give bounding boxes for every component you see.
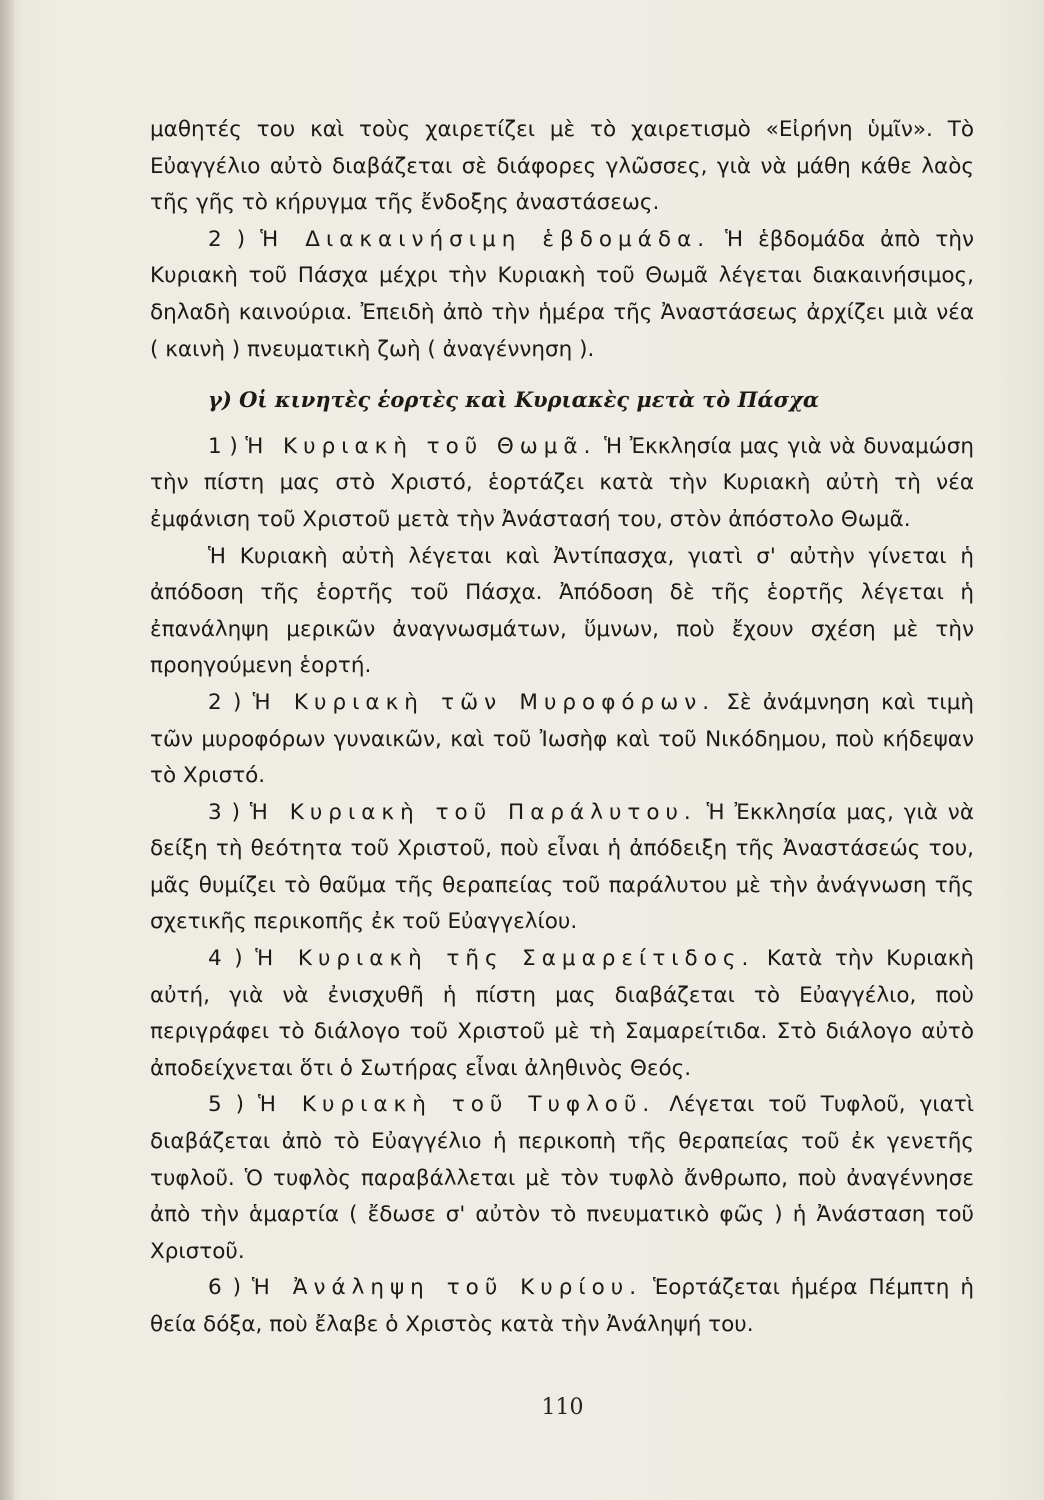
item-number: 2 ): [208, 226, 261, 252]
item-body: Σὲ ἀνάμνηση καὶ τιμὴ τῶν μυροφόρων γυναικῶν, καὶ τοῦ Ἰωσὴφ καὶ τοῦ Νικόδημου, ποὺ κήδεψαν τὸ Χριστό.: [150, 689, 975, 789]
item-title: Ἡ Κυριακὴ τοῦ Παράλυτου.: [249, 799, 697, 825]
page-spine-shadow: [0, 0, 14, 1500]
item-title: Ἡ Ἀνάληψη τοῦ Κυρίου.: [251, 1275, 643, 1301]
item-number: 3 ): [208, 799, 250, 825]
item-body: Κατὰ τὴν Κυριακὴ αὐτή, γιὰ νὰ ἐνισχυθῆ ἡ πίστη μας διαβάζεται τὸ Εὐαγγέλιο, ποὺ περιγράφει τὸ διάλογο τοῦ Χριστοῦ μὲ τὴ Σαμαρείτιδα. Στὸ διάλογο αὐτὸ ἀποδείχνεται ὅτι ὁ Σωτήρας εἶναι ἀληθινὸς Θεός.: [150, 946, 974, 1081]
item-number: 1 ): [208, 433, 246, 459]
paragraph-1: μαθητές του καὶ τοὺς χαιρετίζει μὲ τὸ χαιρετισμὸ «Εἰρήνη ὑμῖν». Τὸ Εὐαγγέλιο αὐτὸ διαβάζεται σὲ διάφορες γλῶσσες, γιὰ νὰ μάθη κάθε λαὸς τῆς γῆς τὸ κήρυγμα τῆς ἔνδοξης ἀναστάσεως.: [150, 117, 974, 216]
item-body: Ἑορτάζεται ἡμέρα Πέμπτη ἡ θεία δόξα, ποὺ ἔλαβε ὁ Χριστὸς κατὰ τὴν Ἀνάληψή του.: [150, 1275, 974, 1337]
paragraph-7: [150, 941, 974, 1087]
item-number: 5 ): [208, 1092, 258, 1118]
page-text-block: [150, 112, 974, 1344]
page-number: 110: [541, 1395, 584, 1420]
item-body: Ἡ ἑβδομάδα ἀπὸ τὴν Κυριακὴ τοῦ Πάσχα μέχρι τὴν Κυριακὴ τοῦ Θωμᾶ λέγεται διακαινήσιμος, δηλαδὴ καινούρια. Ἐπειδὴ ἀπὸ τὴν ἡμέρα τῆς Ἀναστάσεως ἀρχίζει μιὰ νέα ( καινὴ ) πνευματικὴ ζωὴ ( ἀναγέννηση ).: [150, 226, 974, 362]
item-title: Ἡ Διακαινήσιμη ἑβδομάδα.: [260, 226, 711, 252]
item-body: Λέγεται τοῦ Τυφλοῦ, γιατὶ διαβάζεται ἀπὸ τὸ Εὐαγγέλιο ἡ περικοπὴ τῆς θεραπείας τοῦ ἐκ γενετῆς τυφλοῦ. Ὁ τυφλὸς παραβάλλεται μὲ τὸν τυφλὸ ἄνθρωπο, ποὺ ἀναγέννησε ἀπὸ τὴν ἁμαρτία ( ἔδωσε σ' αὐτὸν τὸ πνευματικὸ φῶς ) ἡ Ἀνάσταση τοῦ Χριστοῦ.: [150, 1092, 974, 1264]
item-body: Ἡ Ἐκκλησία μας, γιὰ νὰ δείξη τὴ θεότητα τοῦ Χριστοῦ, ποὺ εἶναι ἡ ἀπόδειξη τῆς Ἀναστάσεώς του, μᾶς θυμίζει τὸ θαῦμα τῆς θεραπείας τοῦ παράλυτου μὲ τὴν ἀνάγνωση τῆς σχετικῆς περικοπῆς ἐκ τοῦ Εὐαγγελίου.: [150, 799, 974, 935]
item-title: Ἡ Κυριακὴ τῶν Μυροφόρων.: [252, 689, 716, 715]
item-title: Ἡ Κυριακὴ τοῦ Θωμᾶ.: [245, 433, 597, 459]
paragraph-9: [150, 1270, 974, 1343]
item-title: Ἡ Κυριακὴ τοῦ Τυφλοῦ.: [258, 1092, 656, 1118]
section-heading: γ) Οἱ κινητὲς ἑορτὲς καὶ Κυριακὲς μετὰ τὸ Πάσχα: [208, 387, 820, 413]
item-number: 2 ): [208, 689, 253, 715]
item-number: 4 ): [208, 946, 256, 972]
paragraph-8: [150, 1087, 974, 1270]
paragraph-6: [150, 795, 974, 941]
paragraph-5: [150, 685, 974, 795]
paragraph-3: [150, 429, 974, 539]
item-number: 6 ): [208, 1275, 252, 1301]
item-body: Ἡ Ἐκκλησία μας γιὰ νὰ δυναμώση τὴν πίστη μας στὸ Χριστό, ἑορτάζει κατὰ τὴν Κυριακὴ αὐτὴ τὴ νέα ἐμφάνιση τοῦ Χριστοῦ μετὰ τὴν Ἀνάστασή του, στὸν ἀπόστολο Θωμᾶ.: [150, 433, 974, 532]
item-title: Ἡ Κυριακὴ τῆς Σαμαρείτιδος.: [255, 946, 755, 972]
paragraph-2: [150, 222, 974, 368]
paragraph-4: Ἡ Κυριακὴ αὐτὴ λέγεται καὶ Ἀντίπασχα, γιατὶ σ' αὐτὴν γίνεται ἡ ἀπόδοση τῆς ἑορτῆς τοῦ Πάσχα. Ἀπόδοση δὲ τῆς ἑορτῆς λέγεται ἡ ἐπανάληψη μερικῶν ἀναγνωσμάτων, ὕμνων, ποὺ ἔχουν σχέση μὲ τὴν προηγούμενη ἑορτή.: [150, 543, 974, 679]
